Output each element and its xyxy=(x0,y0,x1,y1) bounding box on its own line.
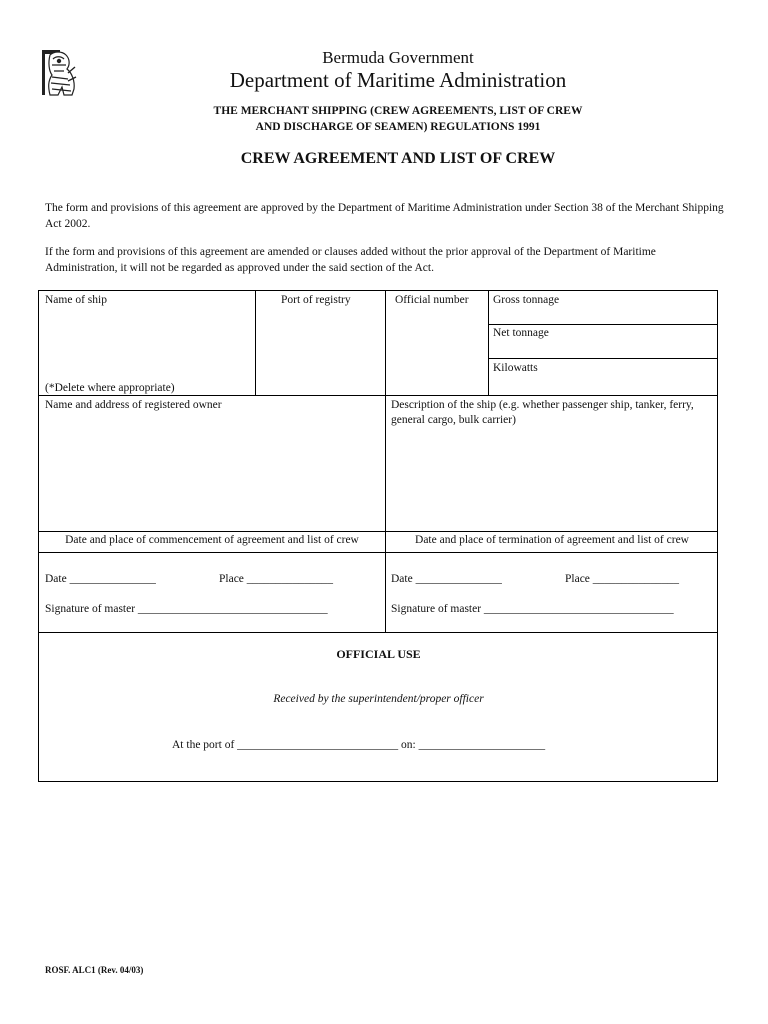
commencement-place-field[interactable]: Place _______________ xyxy=(219,573,334,585)
commencement-date-field[interactable]: Date _______________ xyxy=(45,573,156,585)
crew-agreement-form xyxy=(38,290,718,782)
termination-place-field[interactable]: Place _______________ xyxy=(565,573,680,585)
termination-date-field[interactable]: Date _______________ xyxy=(391,573,502,585)
official-use-heading: OFFICIAL USE xyxy=(336,647,421,661)
regulations-line-1: THE MERCHANT SHIPPING (CREW AGREEMENTS, LIST OF CREW xyxy=(213,105,583,117)
termination-signature-field[interactable]: Signature of master _________________________________ xyxy=(391,603,674,615)
regulations-heading xyxy=(0,103,768,135)
regulations-line-2: AND DISCHARGE OF SEAMEN) REGULATIONS 1991 xyxy=(255,121,541,133)
received-by-text: Received by the superintendent/proper officer xyxy=(273,693,484,705)
gross-tonnage-field[interactable]: Gross tonnage xyxy=(493,294,560,306)
termination-heading: Date and place of termination of agreement and list of crew xyxy=(415,534,689,546)
name-of-ship-field[interactable]: Name of ship xyxy=(45,294,107,306)
commencement-signature-field[interactable]: Signature of master _________________________________ xyxy=(45,603,328,615)
form-reference-footer: ROSF. ALC1 (Rev. 04/03) xyxy=(45,965,144,975)
registered-owner-field[interactable]: Name and address of registered owner xyxy=(45,399,222,411)
port-of-registry-field[interactable]: Port of registry xyxy=(281,294,351,306)
intro-paragraph-approval: The form and provisions of this agreement are approved by the Department of Maritime Administration under Section 38 of the Merchant Shipping Act 2002. xyxy=(45,202,724,230)
document-title: CREW AGREEMENT AND LIST OF CREW xyxy=(240,150,556,167)
ship-description-field[interactable]: Description of the ship (e.g. whether passenger ship, tanker, ferry, general cargo, bulk carrier) xyxy=(391,399,694,426)
delete-note: (*Delete where appropriate) xyxy=(45,382,175,394)
department-name: Department of Maritime Administration xyxy=(229,68,567,92)
port-and-date-field[interactable]: At the port of ____________________________ on: ______________________ xyxy=(172,739,546,751)
official-number-field[interactable]: Official number xyxy=(395,294,469,306)
kilowatts-field[interactable]: Kilowatts xyxy=(493,362,538,374)
commencement-heading: Date and place of commencement of agreement and list of crew xyxy=(65,534,359,546)
net-tonnage-field[interactable]: Net tonnage xyxy=(493,327,549,339)
intro-paragraph-amendment: If the form and provisions of this agreement are amended or clauses added without the prior approval of the Department of Maritime Administration, it will not be regarded as approved under the said section of the Act. xyxy=(45,246,656,274)
government-name: Bermuda Government xyxy=(322,48,474,67)
